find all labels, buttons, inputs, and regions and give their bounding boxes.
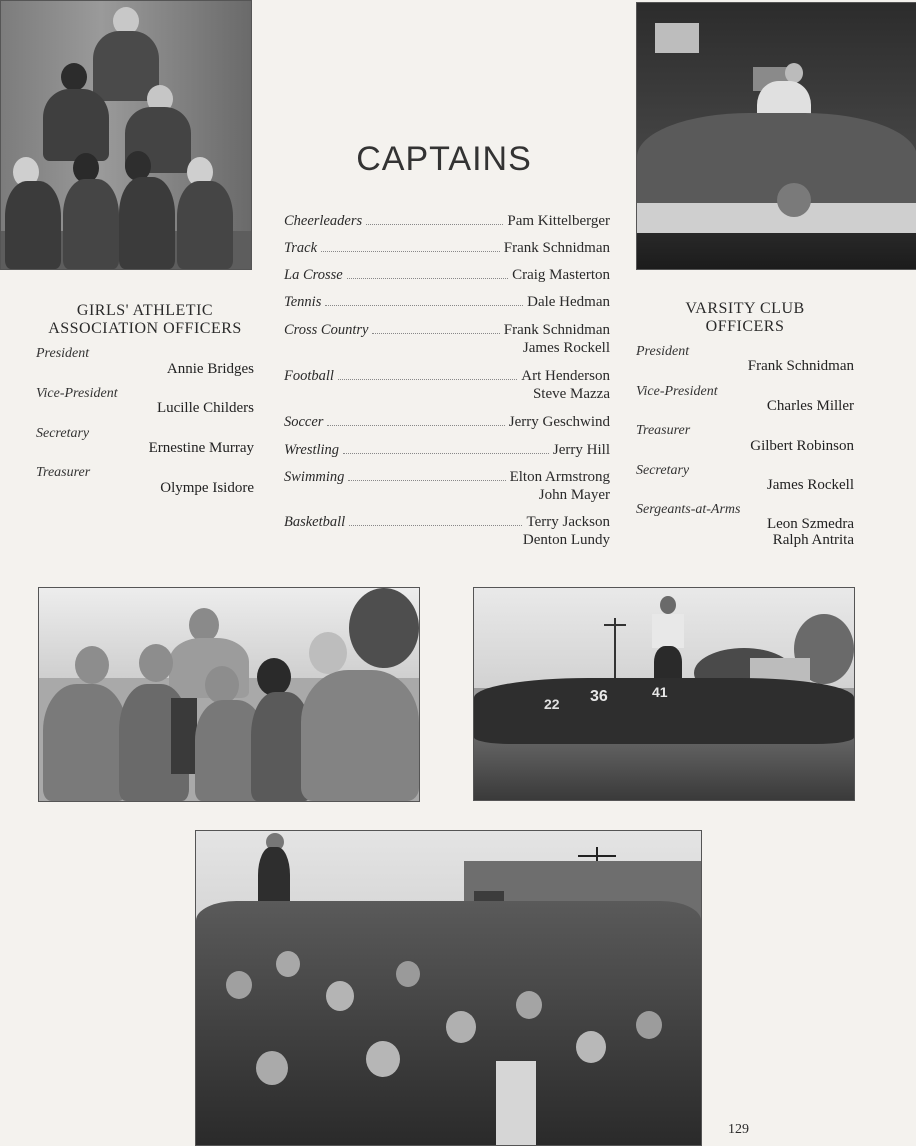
- captain-second-name: Denton Lundy: [522, 532, 610, 548]
- captain-row-tennis: [284, 294, 610, 312]
- captain-row-wrestling: [284, 442, 610, 460]
- captain-name: Jerry Hill: [552, 442, 610, 458]
- girls-athletic-heading-line1: GIRLS' ATHLETIC: [76, 302, 214, 319]
- dot-leader: [343, 453, 549, 454]
- vc-name-sergeant-1: Leon Szmedra: [766, 516, 854, 532]
- captain-sport: Soccer: [284, 414, 324, 430]
- captain-second-name: John Mayer: [538, 487, 610, 503]
- captain-name: Dale Hedman: [527, 294, 610, 310]
- captain-sport: Basketball: [284, 514, 346, 530]
- gaa-role-vice-president: Vice-President: [36, 386, 118, 401]
- captain-row-cross-country: [284, 322, 610, 340]
- vc-name-sergeant-2: Ralph Antrita: [772, 532, 854, 548]
- vc-name-treasurer: Gilbert Robinson: [750, 438, 854, 454]
- football-trophy-photo: [38, 587, 420, 802]
- captain-sport: Tennis: [284, 294, 322, 310]
- girls-athletic-heading-line2: ASSOCIATION OFFICERS: [48, 320, 242, 337]
- captain-name: Craig Masterton: [512, 267, 610, 283]
- varsity-club-heading-line1: VARSITY CLUB: [685, 300, 805, 317]
- captain-row-track: [284, 240, 610, 258]
- captain-second-name: Steve Mazza: [532, 386, 610, 402]
- girls-athletic-heading: [30, 302, 260, 338]
- vc-role-treasurer: Treasurer: [636, 423, 691, 438]
- vc-name-vice-president: Charles Miller: [766, 398, 854, 414]
- jersey-number-22: 22: [544, 696, 560, 712]
- dot-leader: [338, 379, 517, 380]
- captain-sport: Swimming: [284, 469, 345, 485]
- dot-leader: [366, 224, 503, 225]
- gaa-name-treasurer: Olympe Isidore: [160, 480, 254, 496]
- gaa-role-president: President: [36, 346, 90, 361]
- captain-name: Jerry Geschwind: [508, 414, 610, 430]
- jersey-number-36: 36: [590, 688, 608, 705]
- captain-sport: Track: [284, 240, 318, 256]
- page-title: CAPTAINS: [356, 140, 532, 178]
- dot-leader: [372, 333, 499, 334]
- dot-leader: [327, 425, 504, 426]
- page-number: 129: [728, 1122, 749, 1137]
- captain-row-la-crosse: [284, 267, 610, 285]
- captain-row-basketball: [284, 514, 610, 532]
- dot-leader: [349, 525, 522, 526]
- dot-leader: [347, 278, 508, 279]
- captain-name: Frank Schnidman: [503, 322, 610, 338]
- dot-leader: [348, 480, 505, 481]
- captain-name: Pam Kittelberger: [507, 213, 610, 229]
- captain-row-football: [284, 368, 610, 386]
- vc-role-sergeants-at-arms: Sergeants-at-Arms: [636, 502, 741, 517]
- crowd-bleachers-photo: [195, 830, 702, 1146]
- captain-sport: Cross Country: [284, 322, 369, 338]
- captain-name: Frank Schnidman: [503, 240, 610, 256]
- vc-role-president: President: [636, 344, 690, 359]
- captain-name: Terry Jackson: [526, 514, 610, 530]
- vc-name-secretary: James Rockell: [766, 477, 854, 493]
- vc-role-vice-president: Vice-President: [636, 384, 718, 399]
- captain-sport: La Crosse: [284, 267, 343, 283]
- jersey-number-41: 41: [652, 684, 668, 700]
- dot-leader: [325, 305, 523, 306]
- gaa-name-vice-president: Lucille Childers: [156, 400, 254, 416]
- captain-name: Art Henderson: [521, 368, 610, 384]
- gaa-name-secretary: Ernestine Murray: [148, 440, 254, 456]
- dot-leader: [321, 251, 500, 252]
- gaa-role-secretary: Secretary: [36, 426, 90, 441]
- captain-row-soccer: [284, 414, 610, 432]
- soccer-team-photo: [473, 587, 855, 801]
- varsity-club-heading-line2: OFFICERS: [705, 318, 785, 335]
- captain-row-swimming: [284, 469, 610, 487]
- vc-role-secretary: Secretary: [636, 463, 690, 478]
- captain-sport: Wrestling: [284, 442, 340, 458]
- gaa-name-president: Annie Bridges: [166, 361, 254, 377]
- captain-row-cheerleaders: [284, 213, 610, 231]
- vc-name-president: Frank Schnidman: [747, 358, 854, 374]
- captain-name: Elton Armstrong: [509, 469, 610, 485]
- captain-second-name: James Rockell: [522, 340, 610, 356]
- captain-sport: Cheerleaders: [284, 213, 363, 229]
- basketball-team-photo: [636, 2, 916, 270]
- captain-sport: Football: [284, 368, 334, 384]
- gaa-role-treasurer: Treasurer: [36, 465, 91, 480]
- cheerleader-pyramid-photo: [0, 0, 252, 270]
- varsity-club-heading: [640, 300, 850, 336]
